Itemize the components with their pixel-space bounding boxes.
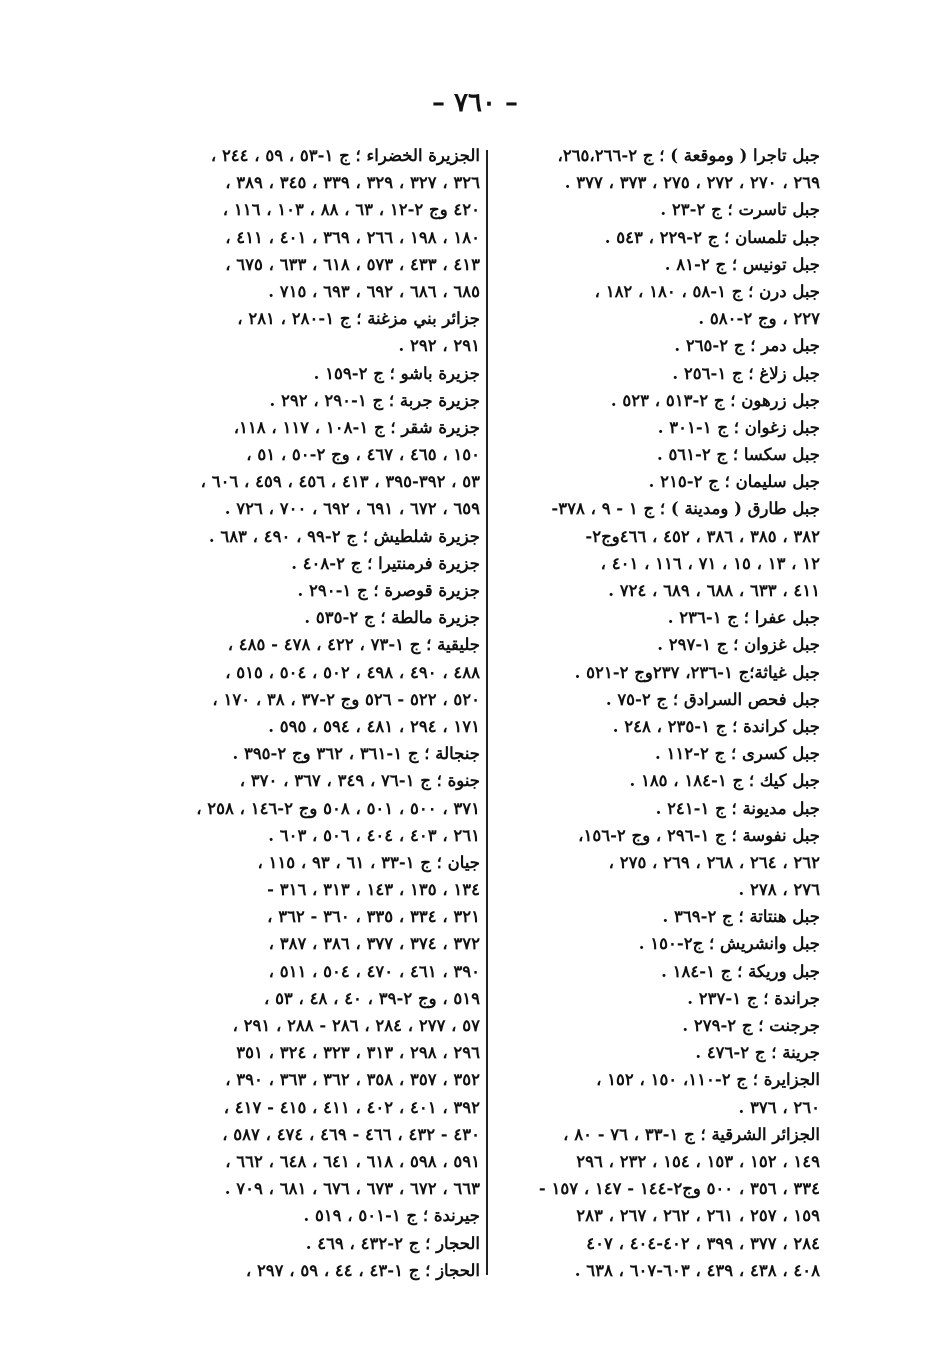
index-entry-continuation: ٤٠٨ ، ٤٣٨ ، ٤٣٩ ، ٦٠٣-٦٠٧ ، ٦٣٨ . (574, 1260, 820, 1280)
index-entry-continuation: ١٥٩ ، ٢٥٧ ، ٢٦١ ، ٢٦٢ ، ٢٦٧ ، ٢٨٣ (576, 1206, 820, 1226)
index-entry: جبل كسرى ؛ ج ٢-١١٢ . (655, 744, 820, 764)
index-entry: جيان ؛ ج ١-٣٣ ، ٦١ ، ٩٣ ، ١١٥ ، (257, 852, 480, 872)
index-entry: جبل غزوان ؛ ج ١-٢٩٧ . (657, 635, 820, 655)
index-entry: الجزائر الشرقية ؛ ج ١-٣٣ ، ٧٦ - ٨٠ ، (563, 1124, 820, 1144)
page-number: – ٧٦٠ – (431, 88, 519, 118)
index-entry: جزيرة قوصرة ؛ ج ١-٢٩٠ . (297, 581, 480, 600)
index-entry-continuation: ٢٩١ ، ٢٩٢ . (398, 336, 480, 356)
index-entry: جبل هنتاتة ؛ ج ٢-٣٦٩ . (662, 907, 820, 927)
index-entry: جزيرة فرمنتيرا ؛ ج ٢-٤٠٨ . (291, 553, 480, 573)
index-entry-continuation: ٢٧٦ ، ٢٧٨ . (738, 880, 820, 900)
column-divider (486, 150, 488, 1275)
index-entry: جبل تاسرت ؛ ج ٢-٢٣ . (660, 200, 820, 220)
index-entry: جبل تلمسان ؛ ج ٢-٢٢٩ ، ٥٤٣ . (604, 227, 820, 247)
index-entry: جزيرة شقر ؛ ج ١-١٠٨ ، ١١٧ ، ١١٨، (233, 417, 480, 437)
index-entry: جزيرة مالطة ؛ ج ٢-٥٣٥ . (304, 608, 480, 628)
index-entry-continuation: ١٥٠ ، ٤٦٥ ، ٤٦٧ ، وج ٢-٥٠ ، ٥١ ، (246, 445, 480, 465)
index-entry-continuation: ٢٦٩ ، ٢٧٠ ، ٢٧٢ ، ٢٧٥ ، ٣٧٣ ، ٣٧٧ . (564, 173, 820, 193)
index-entry: جبل فحص السرادق ؛ ج ٢-٧٥ . (605, 689, 820, 709)
index-entry-continuation: ٥٢٠ ، ٥٢٢ - ٥٢٦ وج ٢-٣٧ ، ٣٨ ، ١٧٠ ، (212, 689, 480, 709)
index-entry-continuation: ٣٩٢ ، ٤٠١ ، ٤٠٢ ، ٤١١ ، ٤١٥ - ٤١٧ ، (223, 1097, 480, 1117)
index-entry: جراندة ؛ ج ١-٢٣٧ . (687, 988, 820, 1008)
index-entry-continuation: ٤٨٨ ، ٤٩٠ ، ٤٩٨ ، ٥٠٢ ، ٥٠٤ ، ٥١٥ ، (225, 662, 480, 682)
index-entry: جبل دمر ؛ ج ٢-٢٦٥ . (674, 336, 820, 356)
index-entry: الجزايرة ؛ ج ٢-١١٠، ١٥٠ ، ١٥٢ ، (596, 1070, 820, 1090)
index-entry-continuation: ٣٢٦ ، ٣٢٧ ، ٣٢٩ ، ٣٣٩ ، ٣٤٥ ، ٣٨٩ ، (225, 173, 480, 193)
index-entry-continuation: ٦٨٥ ، ٦٨٦ ، ٦٩٢ ، ٦٩٣ ، ٧١٥ . (268, 281, 480, 301)
index-entry-continuation: ٣٧١ ، ٥٠٠ ، ٥٠١ ، ٥٠٨ وج ٢-١٤٦ ، ٢٥٨ ، (196, 798, 480, 818)
index-entry-continuation: ٣٣٤ ، ٣٥٦ ، ٥٠٠ وج٢-١٤٤ - ١٤٧ ، ١٥٧ - (538, 1179, 820, 1199)
index-entry-continuation: ١٤٩ ، ١٥٢ ، ١٥٣ ، ١٥٤ ، ٢٣٢ ، ٢٩٦ (576, 1151, 820, 1171)
index-entry: جبل تاجرا ( وموقعة ) ؛ ج ٢-٢٦٥،٢٦٦، (557, 146, 820, 165)
index-entry-continuation: ٣٧٢ ، ٣٧٤ ، ٣٧٧ ، ٣٨٦ ، ٣٨٧ ، (268, 934, 480, 954)
index-entry: جبل مديونة ؛ ج ١-٢٤١ . (655, 798, 820, 818)
index-entry-continuation: ٤١١ ، ٦٣٣ ، ٦٨٨ ، ٦٨٩ ، ٧٢٤ . (608, 581, 820, 600)
index-entry: الحجاز ؛ ج ١-٤٣ ، ٤٤ ، ٥٩ ، ٢٩٧ ، (245, 1260, 480, 1280)
index-entry-continuation: ٦٥٩ ، ٦٧٢ ، ٦٩١ ، ٦٩٢ ، ٧٠٠ ، ٧٢٦ . (224, 499, 480, 519)
index-entry-continuation: ١٣٤ ، ١٣٥ ، ١٤٣ ، ٣١٣ ، ٣١٦ - (267, 880, 480, 900)
index-entry: جبل وريكة ؛ ج ١-١٨٤ . (661, 961, 820, 981)
index-entry: جبل وانشريش ؛ ج٢-١٥٠ . (638, 934, 820, 954)
index-entry-continuation: ٣٢١ ، ٣٣٤ ، ٣٣٥ ، ٣٦٠ - ٣٦٢ ، (267, 907, 480, 927)
index-entry: جنوة ؛ ج ١-٧٦ ، ٣٤٩ ، ٣٦٧ ، ٣٧٠ ، (239, 771, 480, 791)
index-entry: جبل زغوان ؛ ج ١-٣٠١ . (657, 417, 820, 437)
index-entry-continuation: ١٨٠ ، ١٩٨ ، ٢٦٦ ، ٣٦٩ ، ٤٠١ ، ٤١١ ، (225, 227, 480, 247)
index-entry-continuation: ٣٩٠ ، ٤٦١ ، ٤٧٠ ، ٥٠٤ ، ٥١١ ، (268, 961, 480, 981)
index-entry-continuation: ٢٦٢ ، ٢٦٤ ، ٢٦٨ ، ٢٦٩ ، ٢٧٥ ، (608, 852, 820, 872)
index-column-right (490, 142, 820, 1284)
index-entry: جبل طارق ( ومدينة ) ؛ ج ١ - ٩ ، ٣٧٨- (551, 499, 820, 519)
index-entry: جبل زلاغ ؛ ج ١-٢٥٦ . (672, 363, 820, 383)
index-entry: جبل نفوسة ؛ ج ١-٢٩٦ ، وج ٢-١٥٦، (578, 825, 820, 845)
index-entry: جبل تونيس ؛ ج ٢-٨١ . (664, 254, 820, 274)
index-entry-continuation: ٢٢٧ ، وج ٢-٥٨٠ . (698, 309, 820, 329)
index-entry: جنجالة ؛ ج ١-٣٦١ ، ٣٦٢ وج ٢-٣٩٥ . (232, 744, 480, 764)
index-entry-continuation: ١٧١ ، ٢٩٤ ، ٤٨١ ، ٥٩٤ ، ٥٩٥ . (268, 716, 480, 736)
index-column-left (150, 142, 480, 1284)
index-entry-continuation: ٢٩٦ ، ٢٩٨ ، ٣١٣ ، ٣٢٣ ، ٣٢٤ ، ٣٥١ (236, 1043, 480, 1063)
index-entry: جزائر بني مزغنة ؛ ج ١-٢٨٠ ، ٢٨١ ، (237, 309, 480, 329)
index-entry: جبل زرهون ؛ ج ٢-٥١٣ ، ٥٢٣ . (610, 390, 820, 410)
index-entry: جرجنت ؛ ج ٢-٢٧٩ . (682, 1016, 820, 1035)
index-entry-continuation: ٥٧ ، ٢٧٧ ، ٢٨٤ ، ٢٨٦ - ٢٨٨ ، ٢٩١ ، (232, 1016, 480, 1035)
index-entry: جزيرة جربة ؛ ج ١-٢٩٠ ، ٢٩٢ . (269, 390, 480, 410)
index-entry-continuation: ٤٣٠ - ٤٣٢ ، ٤٦٦ - ٤٦٩ ، ٤٧٤ ، ٥٨٧ ، (222, 1124, 480, 1144)
index-entry: جرينة ؛ ج ٢-٤٧٦ . (695, 1043, 820, 1063)
index-entry: جبل كيك ؛ ج ١-١٨٤ ، ١٨٥ . (629, 771, 820, 791)
index-entry-continuation: ٤٢٠ وج ٢-١٢ ، ٦٣ ، ٨٨ ، ١٠٣ ، ١١٦ ، (222, 200, 480, 220)
index-entry: جبل عفرا ؛ ج ١-٢٣٦ . (667, 608, 820, 628)
index-entry: جيرندة ؛ ج ١-٥٠١ ، ٥١٩ . (303, 1206, 480, 1226)
index-entry: جبل كراندة ؛ ج ١-٢٣٥ ، ٢٤٨ . (612, 716, 820, 736)
index-entry-continuation: ٦٦٣ ، ٦٧٢ ، ٦٧٣ ، ٦٧٦ ، ٦٨١ ، ٧٠٩ . (224, 1179, 480, 1199)
index-entry: الجزيرة الخضراء ؛ ج ١-٥٣ ، ٥٩ ، ٢٤٤ ، (210, 146, 480, 165)
index-entry-continuation: ٥٣ ، ٣٩٢-٣٩٥ ، ٤١٣ ، ٤٥٦ ، ٤٥٩ ، ٦٠٦ ، (200, 472, 480, 492)
index-entry: جزيرة باشو ؛ ج ٢-١٥٩ . (313, 363, 480, 383)
index-entry-continuation: ٢٦٠ ، ٣٧٦ . (738, 1097, 820, 1117)
index-entry-continuation: ٤١٣ ، ٤٣٣ ، ٥٧٣ ، ٦١٨ ، ٦٣٣ ، ٦٧٥ ، (225, 254, 480, 274)
index-entry-continuation: ٢٦١ ، ٤٠٣ ، ٤٠٤ ، ٥٠٦ ، ٦٠٣ . (268, 825, 480, 845)
index-entry-continuation: ٣٨٢ ، ٣٨٥ ، ٣٨٦ ، ٤٥٢ ، ٤٦٦وج٢- (585, 526, 820, 546)
index-entry: الحجار ؛ ج ٢-٤٣٢ ، ٤٦٩ . (305, 1233, 480, 1253)
index-entry-continuation: ٣٥٢ ، ٣٥٧ ، ٣٥٨ ، ٣٦٢ ، ٣٦٣ ، ٣٩٠ ، (225, 1070, 480, 1090)
index-entry: جزيرة شلطيش ؛ ج ٢-٩٩ ، ٤٩٠ ، ٦٨٣ . (208, 526, 480, 546)
index-entry-continuation: ٥٩١ ، ٥٩٨ ، ٦١٨ ، ٦٤١ ، ٦٤٨ ، ٦٦٢ ، (225, 1151, 480, 1171)
index-entry-continuation: ٥١٩ ، وج ٢-٣٩ ، ٤٠ ، ٤٨ ، ٥٣ ، (263, 988, 480, 1008)
index-entry: جبل درن ؛ ج ١-٥٨ ، ١٨٠ ، ١٨٢ ، (594, 281, 820, 301)
index-entry-continuation: ١٢ ، ١٣ ، ١٥ ، ٧١ ، ١١٦ ، ٤٠١ ، (600, 553, 820, 573)
index-entry: جبل سليمان ؛ ج ٢-٢١٥ . (648, 472, 820, 492)
index-entry: جبل سكسا ؛ ج ٢-٥٦١ . (656, 445, 820, 465)
index-entry: جبل غياثة؛ج ١-٢٣٦، ٢٣٧وج ٢-٥٢١ . (574, 662, 820, 682)
index-entry-continuation: ٢٨٤ ، ٣٧٧ ، ٣٩٩ ، ٤٠٢-٤٠٤ ، ٤٠٧ (586, 1233, 820, 1253)
index-entry: جليقية ؛ ج ١-٧٣ ، ٤٢٢ ، ٤٧٨ - ٤٨٥ ، (227, 635, 480, 655)
